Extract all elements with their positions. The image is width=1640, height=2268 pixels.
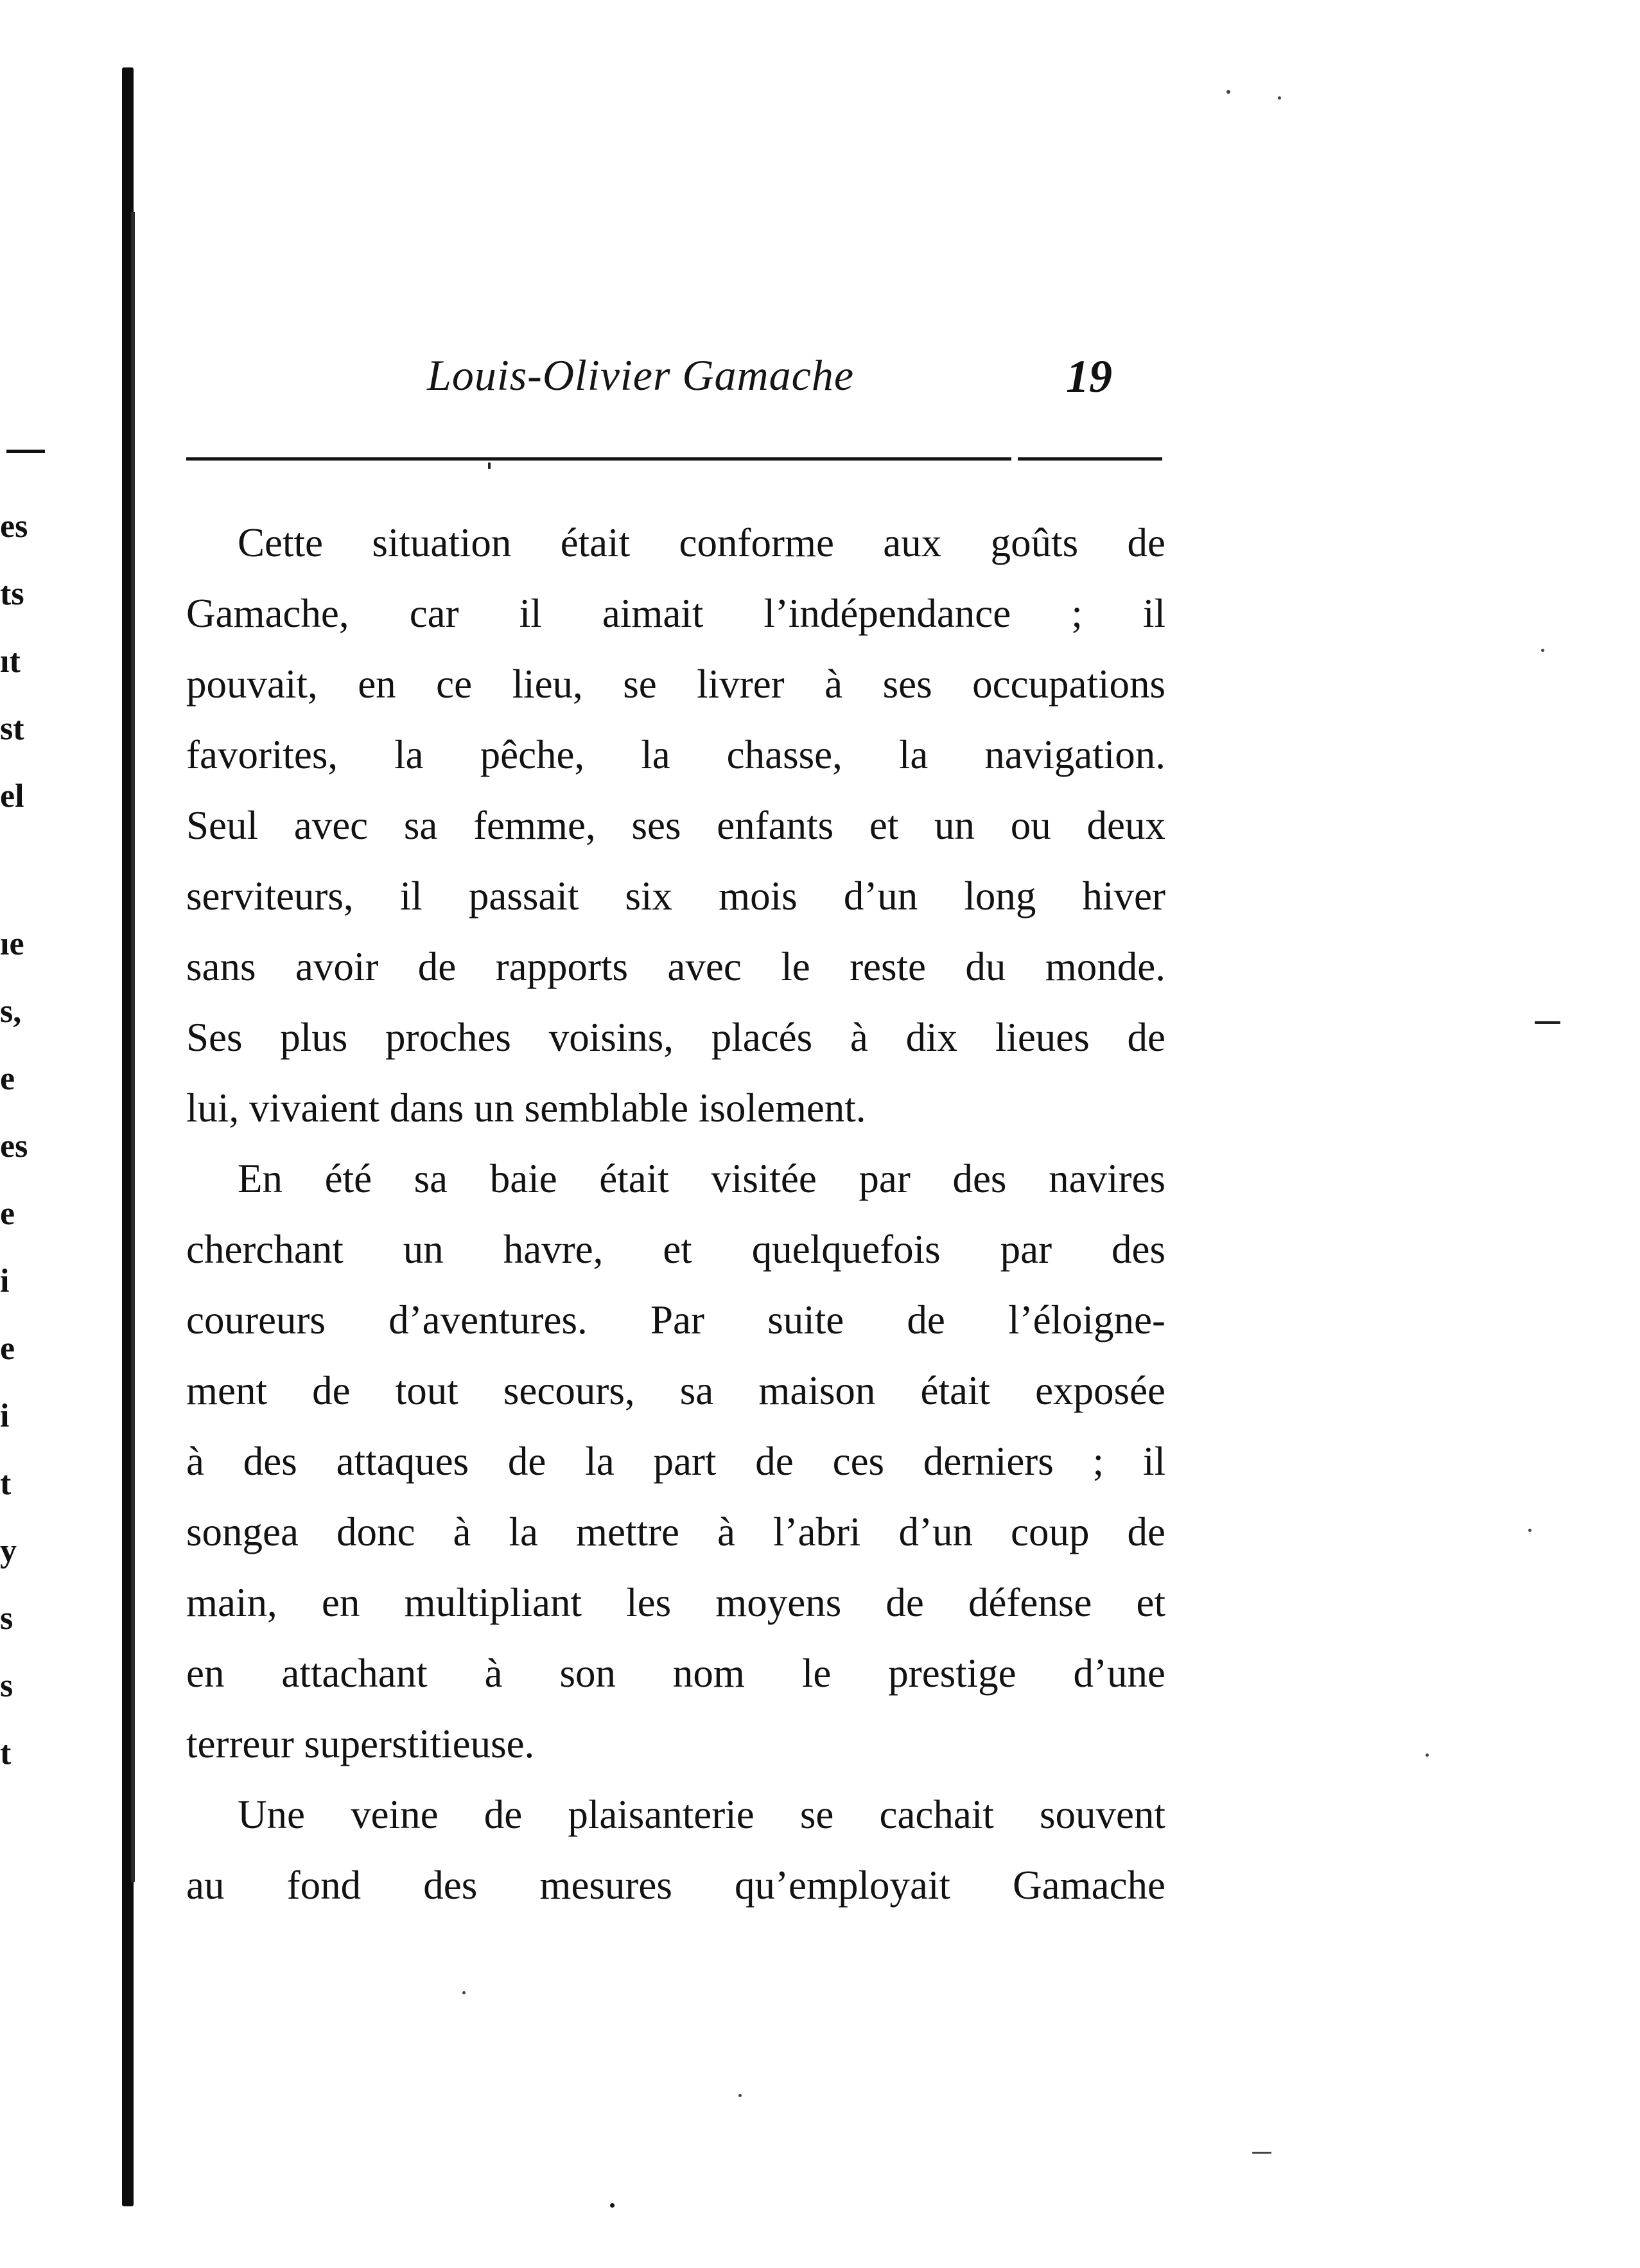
bleed-fragment: s, xyxy=(0,993,22,1030)
scan-dash xyxy=(1252,2152,1271,2154)
text-line: sans avoir de rapports avec le reste du monde. xyxy=(186,944,1165,989)
text-line: en attachant à son nom le prestige d’une xyxy=(186,1651,1165,1696)
text-line: Gamache, car il aimait l’indépendance ; il xyxy=(186,591,1165,636)
text-line: serviteurs, il passait six mois d’un long hiver xyxy=(186,874,1165,919)
facing-page-bleed-through xyxy=(0,411,90,1953)
text-line: Seul avec sa femme, ses enfants et un ou deux xyxy=(186,803,1165,848)
bleed-fragment: s xyxy=(0,1667,13,1704)
bleed-fragment: es xyxy=(0,1128,28,1165)
text-line: à des attaques de la part de ces derniers ; il xyxy=(186,1439,1165,1484)
bleed-dash xyxy=(6,450,45,453)
running-title: Louis-Olivier Gamache xyxy=(427,351,855,400)
text-line: terreur superstitieuse. xyxy=(186,1721,535,1766)
bleed-fragment: ts xyxy=(0,576,24,612)
binding-shadow xyxy=(131,212,135,1882)
text-line: favorites, la pêche, la chasse, la navigation. xyxy=(186,732,1165,777)
bleed-fragment: el xyxy=(0,778,24,814)
text-line: main, en multipliant les moyens de défense et xyxy=(186,1580,1165,1625)
scan-speck xyxy=(462,1991,466,1994)
scan-speck xyxy=(488,462,491,469)
scan-speck xyxy=(1528,1529,1531,1532)
text-line: Une veine de plaisanterie se cachait souvent xyxy=(238,1792,1165,1837)
header-rule-gap xyxy=(1011,456,1018,462)
scan-speck xyxy=(738,2094,742,2097)
text-line: En été sa baie était visitée par des navires xyxy=(238,1156,1165,1201)
text-line: cherchant un havre, et quelquefois par des xyxy=(186,1227,1165,1272)
scan-speck xyxy=(1426,1754,1429,1757)
bleed-fragment: es xyxy=(0,508,28,545)
text-line: au fond des mesures qu’employait Gamache xyxy=(186,1863,1165,1908)
text-line: Cette situation était conforme aux goûts de xyxy=(238,520,1165,565)
text-line: pouvait, en ce lieu, se livrer à ses occupations xyxy=(186,662,1165,707)
scan-speck xyxy=(1278,96,1281,100)
text-line: lui, vivaient dans un semblable isolement. xyxy=(186,1086,866,1130)
bleed-fragment: ıe xyxy=(0,926,24,962)
bleed-fragment: i xyxy=(0,1398,10,1434)
scan-speck xyxy=(610,2203,615,2208)
body-text xyxy=(186,507,1165,1921)
bleed-fragment: y xyxy=(0,1533,17,1569)
bleed-fragment: i xyxy=(0,1263,10,1299)
bleed-fragment: ıt xyxy=(0,643,21,680)
bleed-fragment: s xyxy=(0,1600,13,1637)
bleed-fragment: e xyxy=(0,1195,15,1232)
scan-speck xyxy=(1226,90,1230,94)
text-line: ment de tout secours, sa maison était exposée xyxy=(186,1368,1165,1413)
bleed-fragment: st xyxy=(0,710,24,747)
bleed-fragment: e xyxy=(0,1330,15,1367)
bleed-fragment: t xyxy=(0,1735,12,1771)
text-line: coureurs d’aventures. Par suite de l’éloigne- xyxy=(186,1297,1165,1342)
text-line: Ses plus proches voisins, placés à dix lieues de xyxy=(186,1015,1165,1060)
bleed-fragment: t xyxy=(0,1465,12,1502)
scan-speck xyxy=(1541,649,1544,652)
page-number: 19 xyxy=(1066,351,1112,402)
scan-dash xyxy=(1535,1021,1560,1024)
bleed-fragment: e xyxy=(0,1060,15,1097)
text-line: songea donc à la mettre à l’abri d’un coup de xyxy=(186,1509,1165,1554)
